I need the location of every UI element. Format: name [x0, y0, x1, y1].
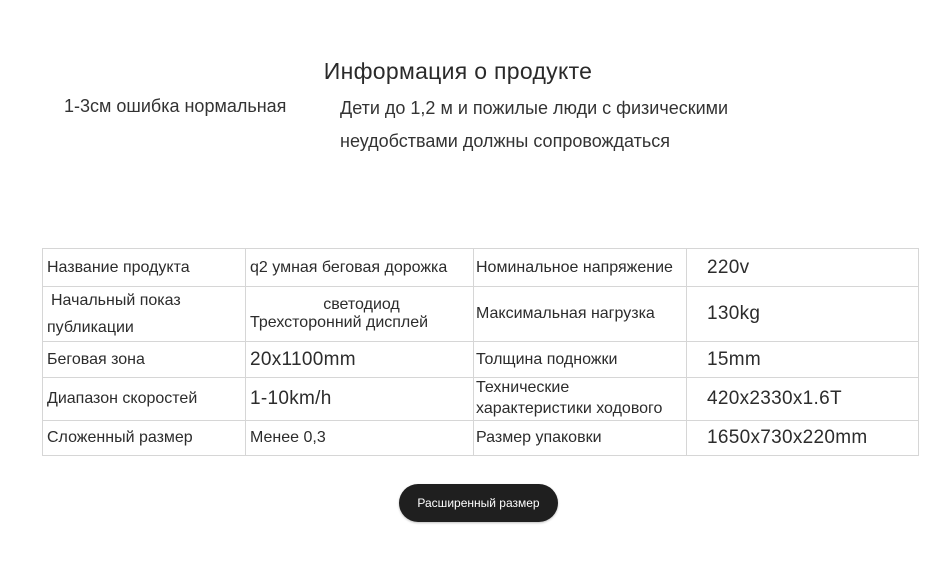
spec-label: Толщина подножки — [474, 342, 687, 378]
spec-label-line: Технические — [476, 379, 570, 396]
spec-label-line: характеристики ходового — [476, 400, 663, 417]
spec-label: Размер упаковки — [474, 421, 687, 456]
spec-label-line: Начальный показ — [51, 292, 181, 309]
spec-label: Беговая зона — [43, 342, 246, 378]
spec-value: 15mm — [687, 342, 919, 378]
spec-value: 420x2330x1.6T — [687, 378, 919, 421]
safety-note: Дети до 1,2 м и пожилые люди с физическими неудобствами должны сопровождаться — [340, 98, 729, 151]
spec-label — [474, 378, 687, 421]
spec-value: q2 умная беговая дорожка — [246, 249, 474, 287]
spec-label: Диапазон скоростей — [43, 378, 246, 421]
spec-label — [43, 287, 246, 342]
spec-value: Менее 0,3 — [246, 421, 474, 456]
spec-value: 1-10km/h — [246, 378, 474, 421]
tolerance-note: 1-3см ошибка нормальная — [64, 96, 287, 116]
spec-value-line: светодиод — [323, 296, 400, 313]
spec-label-line: публикации — [47, 319, 134, 336]
spec-value: 220v — [687, 249, 919, 287]
spec-label: Название продукта — [43, 249, 246, 287]
table-row — [43, 342, 919, 378]
spec-label: Сложенный размер — [43, 421, 246, 456]
table-row — [43, 287, 919, 342]
table-row — [43, 421, 919, 456]
spec-table — [42, 248, 919, 456]
spec-value: 130kg — [687, 287, 919, 342]
spec-value-line: Трехсторонний дисплей — [250, 314, 429, 331]
spec-value: 20x1100mm — [246, 342, 474, 378]
spec-value — [246, 287, 474, 342]
extended-size-button[interactable]: Расширенный размер — [399, 484, 558, 522]
table-row — [43, 249, 919, 287]
spec-label: Номинальное напряжение — [474, 249, 687, 287]
page-title: Информация о продукте — [323, 58, 593, 84]
spec-label: Максимальная нагрузка — [474, 287, 687, 342]
spec-value: 1650x730x220mm — [687, 421, 919, 456]
table-row — [43, 378, 919, 421]
